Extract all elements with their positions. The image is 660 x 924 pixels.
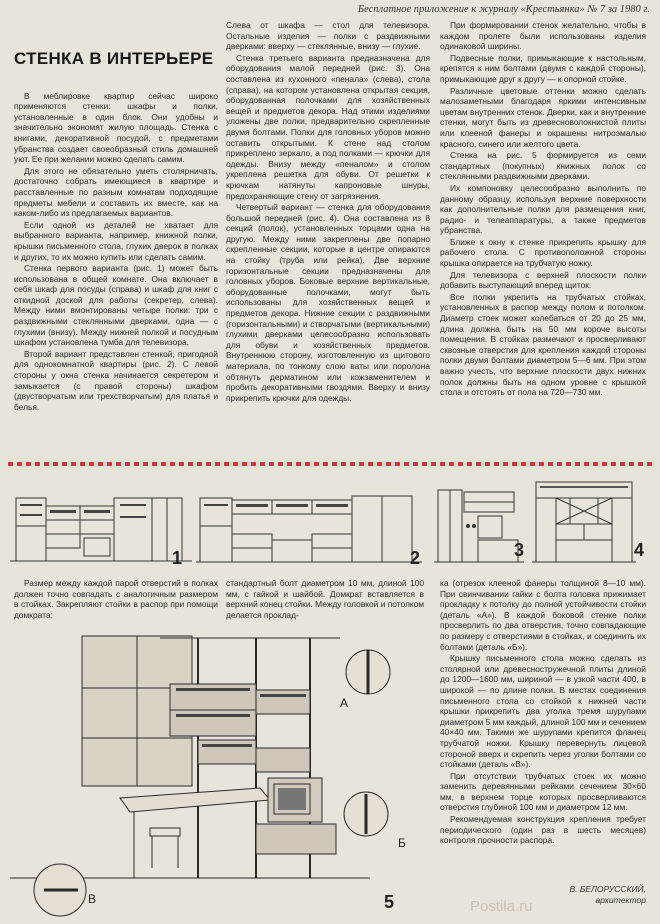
- paragraph: При формировании стенок желательно, чтобы в каждом пролете были использованы изделия одинаковой ширины.: [440, 20, 646, 52]
- detail-b-label: Б: [398, 836, 406, 850]
- author-signature: [569, 884, 646, 906]
- paragraph: Слева от шкафа — стол для телевизора. Остальные изделия — полки с раздвижными дверками: вверху — стеклянные, внизу — глухие.: [226, 20, 430, 52]
- paragraph: В меблировке квартир сейчас широко применяются стенки: шкафы и полки, установленные в один блок. Они удобны и значительно экономят жилую площадь. Стенка с книгами, декоративной посудой, с предметами убранства создает своеобразный стиль домашней уют. Ее при желании можно сделать самим.: [14, 90, 218, 165]
- paragraph: Если одной из деталей не хватает для выбранного варианта, например, книжной полки, крышки письменного стола, глухих дверок в полках и других, то их можно купить или сделать самим.: [14, 219, 218, 262]
- article-column-3: [440, 20, 646, 456]
- article-column-4: [14, 578, 218, 624]
- author-name: В. БЕЛОРУССКИЙ,: [569, 884, 646, 894]
- figure-1-number: 1: [172, 548, 183, 568]
- figure-5: [10, 628, 434, 920]
- paragraph: Второй вариант представлен стенкой, пригодной для однокомнатной квартиры (рис. 2). С левой стороны у окна стенка начинается секретером и замыкается (с правой стороны) шкафом (двустворчатым или трехстворчатым) для платья и белья.: [14, 348, 218, 412]
- paragraph: Для этого не обязательно уметь столярничать, достаточно собрать имеющиеся в квартире и расставленные по разным комнатам подходящие предметы мебели и составить их вместе, как на каком-либо из предлагаемых вариантов.: [14, 165, 218, 219]
- paragraph: Ближе к окну к стенке прикрепить крышку для рабочего стола. С противоположной стороны крышка опирается на трубчатую ножку.: [440, 236, 646, 269]
- figure-4-number: 4: [634, 540, 645, 560]
- paragraph: Все полки укрепить на трубчатых стойках, установленных в распор между полом и потолком. Диаметр стоек может колебаться от 20 до 25 мм, длина должна быть на 50 мм короче высоты помещения. В стойках размечают и просверливают сквозные отверстия для крепления каждой стороны полки двумя болтами диаметром 5—6 мм. При этом важно учесть, что верхние плоскости двух нижних полок должны быть на одном уровне с крышкой стола и отстоять от пола на 720—730 мм.: [440, 291, 646, 398]
- paragraph: Стенка третьего варианта предназначена для оборудования малой передней (рис. 3). Она составлена из кухонного «пенала» (слева), стола (справа), на котором установлена открытая секция, оборудованная полочками для хозяйственных вещей и предметов декора. Над этими изделиями уложены две полки, предварительно скрепленные двумя болтами. Полки для головных уборов можно оставить открытыми. К стене над столом прикреплено зеркало, а под полками — крючки для одежды. Внизу между «пеналом» и столом укреплена решетка для обуви. От решетки к крючкам натянуты капроновые шнуры, предохраняющие стену от загрязнения.: [226, 52, 430, 201]
- paragraph: Стенка на рис. 5 формируется из семи стандартных (покупных) книжных полок со стеклянными раздвижными дверками.: [440, 150, 646, 182]
- paragraph: Их компоновку целесообразно выполнить по данному образцу, используя верхние поверхности как дополнительные полки для размещения книг, радио- и телеаппаратуры, а также предметов убранства.: [440, 182, 646, 236]
- paragraph: Рекомендуемая конструкция крепления требует периодического (один раз в шесть месяцев) контроля прочности распора.: [440, 814, 646, 846]
- col1-text: [14, 91, 218, 413]
- paragraph: Крышку письменного стола можно сделать из столярной или древесностружечной плиты длиной до 1200—1600 мм, шириной — в узкой части 400, в широкой — по длине полки. В местах соединения письменного стола со стойкой к нижней части крышки прикрепить два уголка тремя шурупами диаметром 5 мм каждый, длиной 100 мм и сечением 40×40 мм. Такими же шурупами крепится фланец трубчатой ножки. Крышку перевернуть лицевой стороной вверх и скрепить через уголки болтами со стойками (деталь «В»).: [440, 653, 646, 770]
- figure-1: [10, 486, 192, 568]
- paragraph: Подвесные полки, примыкающие к настольным, крепятся к ним болтами (двумя с каждой стороны), примыкающие друг к другу — к опорной стойке.: [440, 52, 646, 84]
- figure-4: [532, 478, 636, 568]
- paragraph: Стенка первого варианта (рис. 1) может быть использована в общей комнате. Она включает в себя шкаф для посуды (справа) и шкаф для книг с откидной доской для работы (секретер, слева). Между ними вмонтированы четыре полки: три с раздвижными стеклянными дверками, одна — с глухими (внизу). Между нижней полкой и посудным шкафом установлена тумба для телевизора.: [14, 263, 218, 348]
- article-column-6: [440, 578, 646, 878]
- article-column-2: [226, 20, 430, 456]
- figure-3: [434, 486, 524, 568]
- magazine-header: Бесплатное приложение к журналу «Крестьянка» № 7 за 1980 г.: [357, 4, 650, 15]
- paragraph: Различные цветовые оттенки можно сделать малозаметными благодаря яркими интенсивным цветам внутренних стенок. Дверки, как и внутренние стенки, могут быть из древесноволокнистой плиты или клееной фанеры и окрашены нитроэмалью красного, синего или желтого цвета.: [440, 85, 646, 149]
- article-column-5: [226, 578, 424, 624]
- paragraph: Размер между каждой парой отверстий в полках должен точно совпадать с аналогичным размером в стойках. Закрепляют стойки в распор при помощи домкрата:: [14, 578, 218, 620]
- detail-a-label: А: [340, 696, 349, 710]
- figure-2: [196, 490, 422, 568]
- watermark-text: Postila.ru: [470, 898, 533, 915]
- figure-2-number: 2: [410, 548, 421, 568]
- figure-3-number: 3: [514, 540, 525, 560]
- paragraph: Для телевизора с верхней плоскости полки добавить выступающий вперед щиток.: [440, 269, 646, 291]
- dashed-divider: [8, 462, 652, 466]
- paragraph: стандартный болт диаметром 10 мм, длиной 100 мм, с гайкой и шайбой. Домкрат вставляется в верхний конец стойки. Между головкой и потолком делается проклад-: [226, 578, 424, 620]
- paragraph: Четвертый вариант — стенка для оборудования большой передней (рис. 4). Она составлена из 8 секций (полок), установленных торцами одна на другую. Между ними закреплены две попарно скрепленные секции, которые в центре опираются на стойку (труба или рейка). Две верхние горизонтальные секции предназначены для головных уборов. Боковые верхние вертикальные, оборудованные полочками, могут быть использованы для хозяйственных вещей и предметов декора. Нижние секции с раздвижными (горизонтальными) и створчатыми (вертикальными) глухими дверками целесообразно использовать для обуви и хозяйственных предметов. Внутреннюю сторону, изготовленную из щитового материала, по тонкому слою ваты или поролона обтянуть дерматином или кожзаменителем и пробить декоративными гвоздями. Вверху и внизу прикрепить крючки для одежды.: [226, 202, 430, 403]
- article-title: СТЕНКА В ИНТЕРЬЕРЕ: [14, 49, 214, 68]
- author-role: архитектор: [595, 895, 646, 905]
- figure-5-number: 5: [384, 892, 395, 912]
- paragraph: При отсутствии трубчатых стоек их можно заменить деревянными рейками сечением 30×60 мм, в верхнем торце которых просверливаются отверстия глубиной 100 мм и диаметром 12 мм.: [440, 770, 646, 813]
- detail-v-label: В: [88, 892, 97, 906]
- paragraph: ка (отрезок клееной фанеры толщиной 8—10 мм). При свинчивании гайки с болта головка прижимает прокладку к потолку до полной устойчивости стойки (деталь «А»). В каждой боковой стенке полки просверлить по два отверстия, точно совпадающие по размеру с отверстиями в стойках, и соединить их болтами (деталь «Б»).: [440, 578, 646, 652]
- article-column-1: [14, 20, 218, 456]
